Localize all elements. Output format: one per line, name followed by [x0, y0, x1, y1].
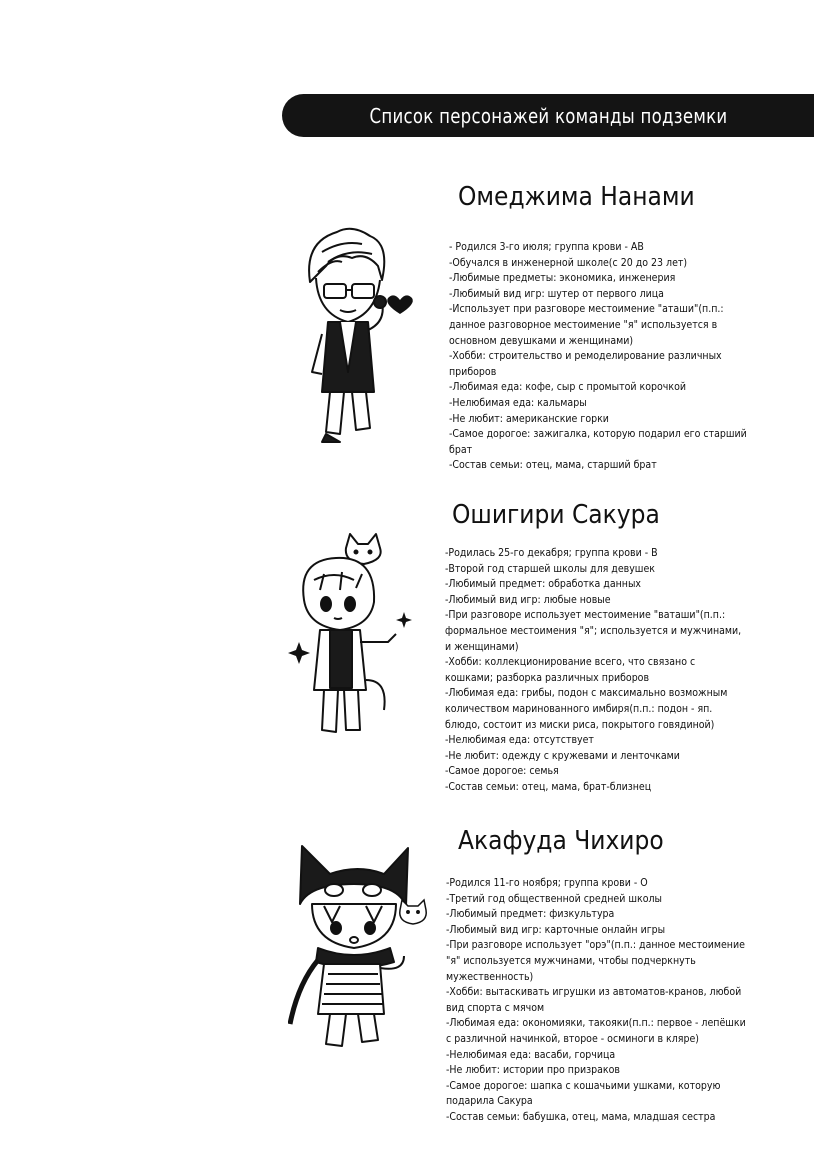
fact-item: -Любимый вид игр: любые новые	[445, 593, 611, 606]
fact-item: -Любимый предмет: физкультура	[446, 908, 615, 921]
character-name-sakura: Ошигири Сакура	[452, 500, 660, 530]
fact-item: -Состав семьи: отец, мама, брат-близнец	[445, 780, 652, 793]
fact-item: -Любимая еда: грибы, подон с максимально возможным количеством маринованного имбиря(п.п.: подон - яп. блюдо, состоит из миски риса, покрытого говядиной)	[445, 687, 728, 731]
chibi-sakura-illustration	[284, 530, 414, 750]
fact-item: -Состав семьи: отец, мама, старший брат	[449, 459, 657, 472]
facts-list-chihiro	[446, 876, 746, 1126]
fact-item: -Родилась 25-го декабря; группа крови - В	[445, 547, 658, 559]
fact-item: -Обучался в инженерной школе(с 20 до 23 лет)	[449, 256, 688, 269]
sparkle-icon	[396, 612, 412, 628]
facts-list-nanami	[449, 240, 749, 474]
fact-item: -Самое дорогое: семья	[445, 765, 559, 778]
cat-hat-icon	[300, 846, 408, 906]
fact-item: -Самое дорогое: зажигалка, которую подарил его старший брат	[449, 428, 747, 456]
character-name-chihiro: Акафуда Чихиро	[458, 826, 664, 856]
fact-item: -Любимый вид игр: шутер от первого лица	[449, 287, 664, 300]
fact-item: -Самое дорогое: шапка с кошачьими ушками, которую подарила Сакура	[446, 1079, 721, 1108]
chibi-chihiro-illustration	[288, 844, 438, 1054]
fact-item: -Хобби: коллекционирование всего, что связано с кошками; разборка различных приборов	[445, 656, 696, 684]
fact-item: -Не любит: американские горки	[449, 412, 609, 425]
fact-item: -Не любит: одежду с кружевами и ленточками	[445, 749, 680, 762]
fact-item: -Состав семьи: бабушка, отец, мама, младшая сестра	[446, 1110, 716, 1123]
fact-item: -При разговоре использует местоимение "ваташи"(п.п.: формальное местоимения "я"; используется и мужчинами, и женщинами)	[445, 609, 742, 653]
chibi-nanami-illustration	[282, 222, 422, 447]
fact-item: -Любимый предмет: обработка данных	[445, 578, 642, 591]
heart-icon	[387, 295, 413, 314]
fact-item: -Третий год общественной средней школы	[446, 892, 662, 905]
character-name-nanami: Омеджима Нанами	[458, 182, 695, 212]
fact-item: -Родился 11-го ноября; группа крови - О	[446, 877, 648, 889]
fact-item: -Любимая еда: окономияки, такояки(п.п.: первое - лепёшки с различной начинкой, второе - осминоги в кляре)	[446, 1017, 746, 1045]
fact-item: -Любимые предметы: экономика, инженерия	[449, 272, 676, 285]
fact-item: - Родился 3-го июля; группа крови - АВ	[449, 241, 644, 253]
fact-item: -Использует при разговоре местоимение "аташи"(п.п.: данное разговорное местоимение "я" используется в основном девушками и женщинами)	[449, 303, 724, 347]
fact-item: -Любимая еда: кофе, сыр с промытой корочкой	[449, 381, 686, 394]
fact-item: -Не любит: истории про призраков	[446, 1064, 620, 1077]
fact-item: -Любимый вид игр: карточные онлайн игры	[446, 923, 666, 936]
fact-item: -Хобби: строительство и ремоделирование различных приборов	[449, 350, 722, 378]
fact-item: -Нелюбимая еда: васаби, горчица	[446, 1048, 616, 1061]
facts-list-sakura	[445, 546, 745, 796]
small-cat-face-icon	[400, 900, 426, 924]
title-banner	[282, 94, 814, 137]
fact-item: -При разговоре использует "орэ"(п.п.: данное местоимение "я" используется мужчинами, чтобы подчеркнуть мужественность)	[446, 939, 745, 983]
fact-item: -Нелюбимая еда: отсутствует	[445, 734, 594, 747]
fact-item: -Нелюбимая еда: кальмары	[449, 396, 587, 409]
sparkle-icon	[288, 642, 310, 664]
fact-item: -Второй год старшей школы для девушек	[445, 562, 655, 575]
page-title: Список персонажей команды подземки	[369, 103, 727, 128]
fact-item: -Хобби: вытаскивать игрушки из автоматов-кранов, любой вид спорта с мячом	[446, 986, 742, 1014]
